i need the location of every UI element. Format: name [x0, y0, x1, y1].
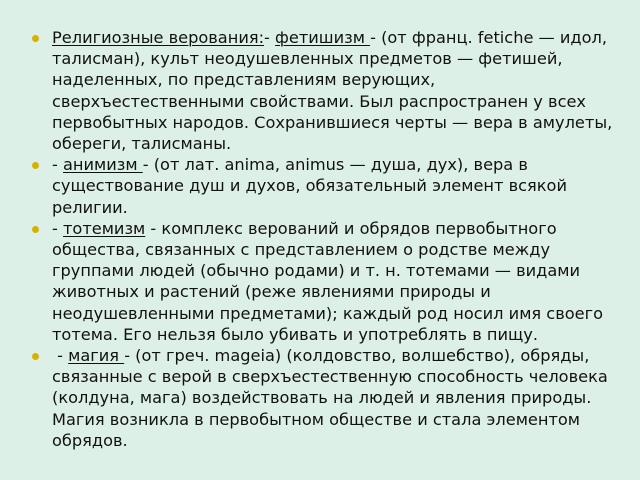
- definition-fetishism: - (от франц. fetiche — идол, талисман), культ неодушевленных предметов — фетишей, наделенных, по представлениям верующих, сверхъестественными свойствами. Был распространен у всех первобытных народов. Сохранившиеся черты — вера в амулеты, обереги, талисманы.: [52, 28, 613, 154]
- definition-magic: - (от греч. mageia) (колдовство, волшебство), обряды, связанные с верой в сверхъестественную способность человека (колдуна, мага) воздействовать на людей и явления природы. Магия возникла в первобытном обществе и стала элементом обрядов.: [52, 346, 608, 450]
- list-item-totemism: [30, 218, 626, 345]
- term-totemism: тотемизм: [63, 218, 146, 238]
- bullet-list: [30, 27, 626, 451]
- lead-dash: -: [52, 155, 63, 175]
- lead-dash: -: [52, 218, 63, 238]
- section-heading: Религиозные верования:: [52, 28, 265, 47]
- bullet-dot-icon: [32, 35, 39, 42]
- lead-dash: -: [52, 346, 69, 366]
- bullet-dot-icon: [32, 226, 39, 233]
- separator-text: -: [264, 28, 276, 47]
- term-magic: магия: [68, 346, 125, 366]
- list-item-fetishism: [30, 27, 626, 154]
- definition-animism: - (от лат. anima, animus — душа, дух), вера в существование душ и духов, обязательный элемент всякой религии.: [52, 155, 567, 217]
- term-animism: анимизм: [63, 155, 143, 175]
- list-item-animism: [30, 154, 626, 218]
- term-fetishism: фетишизм: [275, 28, 371, 47]
- bullet-dot-icon: [32, 162, 39, 169]
- list-item-magic: [30, 345, 626, 451]
- definition-totemism: - комплекс верований и обрядов первобытного общества, связанных с представлением о родстве между группами людей (обычно родами) и т. н. тотемами — видами животных и растений (реже явлениями природы и неодушевленными предметами); каждый род носил имя своего тотема. Его нельзя было убивать и употреблять в пищу.: [52, 218, 603, 344]
- bullet-dot-icon: [32, 353, 39, 360]
